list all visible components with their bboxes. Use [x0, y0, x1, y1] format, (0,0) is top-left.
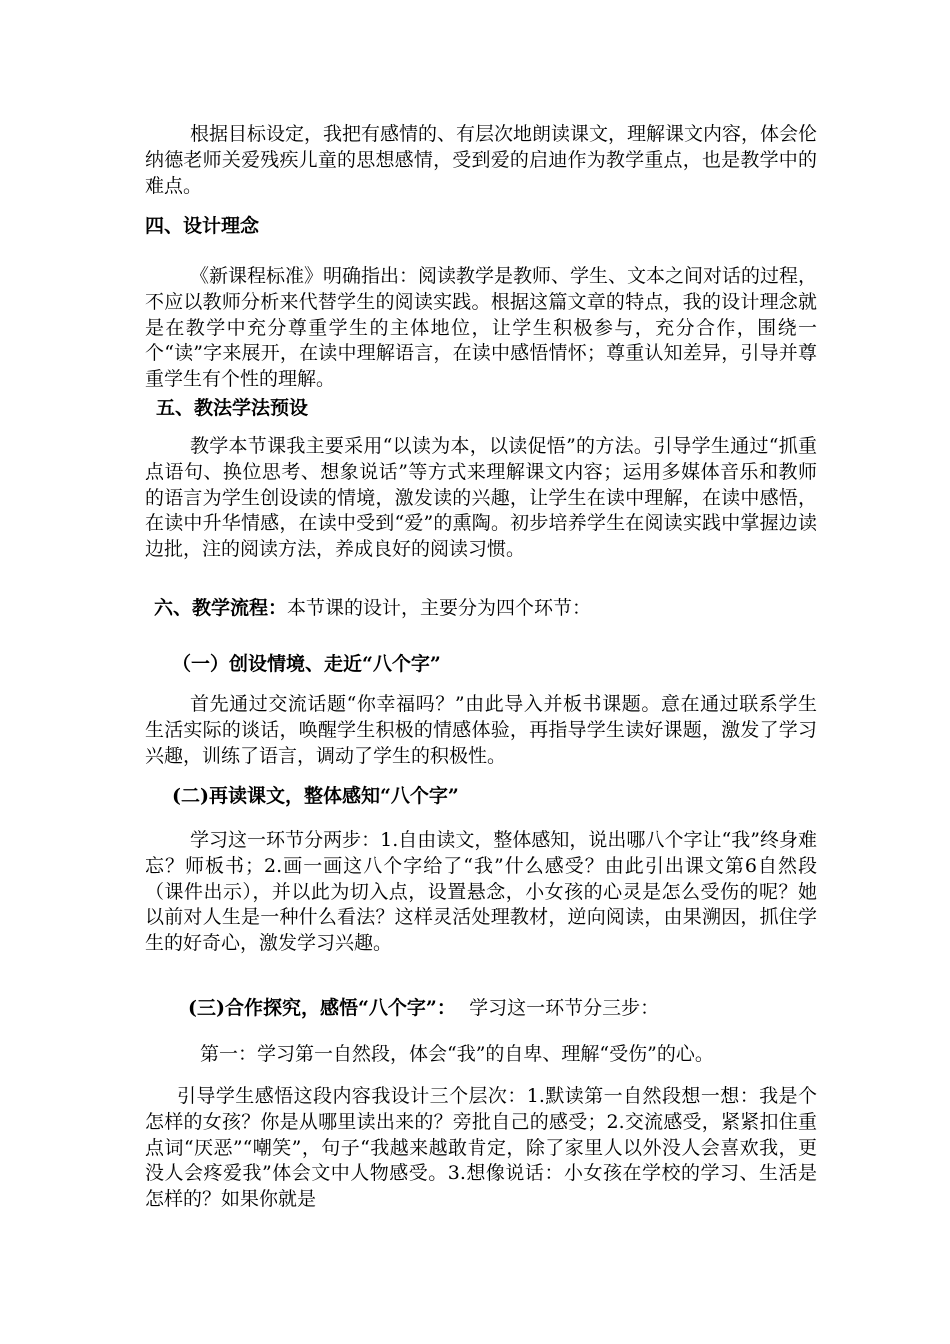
heading-step-one: （一）创设情境、走近“八个字”: [172, 653, 441, 675]
heading-step-three-text: 学习这一环节分三步：: [469, 997, 660, 1019]
heading-step-three: [188, 996, 817, 1022]
paragraph-design-concept: 《新课程标准》明确指出：阅读教学是教师、学生、文本之间对话的过程，不应以教师分析来代替学生的阅读实践。根据这篇文章的特点，我的设计理念就是在教学中充分尊重学生的主体地位，让学生积极参与，充分合作，围绕一个“读”字来展开，在读中理解语言，在读中感悟情怀；尊重认知差异，引导并尊重学生有个性的理解。: [145, 265, 818, 391]
paragraph-guidance: 引导学生感悟这段内容我设计三个层次：1.默读第一自然段想一想：我是个怎样的女孩？你是从哪里读出来的？旁批自己的感受；2.交流感受，紧紧扣住重点词“厌恶”“嘲笑”，句子“我越来越敢肯定，除了家里人以外没人会喜欢我，更没人会疼爱我”体会文中人物感受。3.想像说话：小女孩在学校的学习、生活是怎样的？如果你就是: [145, 1085, 817, 1211]
paragraph-intro: 根据目标设定，我把有感情的、有层次地朗读课文，理解课文内容，体会伦纳德老师关爱残疾儿童的思想感情，受到爱的启迪作为教学重点，也是教学中的难点。: [145, 123, 818, 197]
heading-teaching-process-label: 六、教学流程：: [154, 597, 288, 619]
heading-teaching-methods: 五、教法学法预设: [156, 397, 309, 419]
paragraph-step-three-part-one: 第一：学习第一自然段，体会“我”的自卑、理解“受伤”的心。: [200, 1043, 714, 1065]
paragraph-teaching-methods: 教学本节课我主要采用“以读为本，以读促悟”的方法。引导学生通过“抓重点语句、换位思考、想象说话”等方式来理解课文内容；运用多媒体音乐和教师的语言为学生创设读的情境，激发读的兴趣，让学生在读中理解，在读中感悟，在读中升华情感，在读中受到“爱”的熏陶。初步培养学生在阅读实践中掌握边读边批，注的阅读方法，养成良好的阅读习惯。: [145, 435, 817, 561]
heading-step-three-label: (三)合作探究，感悟“八个字”：: [188, 997, 456, 1019]
paragraph-step-two: 学习这一环节分两步：1.自由读文，整体感知，说出哪八个字让“我”终身难忘？师板书；2.画一画这八个字给了“我”什么感受？由此引出课文第6自然段（课件出示），并以此为切入点，设置悬念，小女孩的心灵是怎么受伤的呢？她以前对人生是一种什么看法？这样灵活处理教材，逆向阅读，由果溯因，抓住学生的好奇心，激发学习兴趣。: [145, 829, 817, 955]
heading-design-concept: 四、设计理念: [145, 215, 260, 237]
paragraph-step-one: 首先通过交流话题“你幸福吗？”由此导入并板书课题。意在通过联系学生生活实际的谈话，唤醒学生积极的情感体验，再指导学生读好课题，激发了学习兴趣，训练了语言，调动了学生的积极性。: [145, 693, 817, 767]
heading-teaching-process-text: 本节课的设计，主要分为四个环节：: [287, 597, 592, 619]
heading-step-two: (二)再读课文，整体感知“八个字”: [172, 785, 459, 807]
heading-teaching-process: [154, 596, 817, 622]
